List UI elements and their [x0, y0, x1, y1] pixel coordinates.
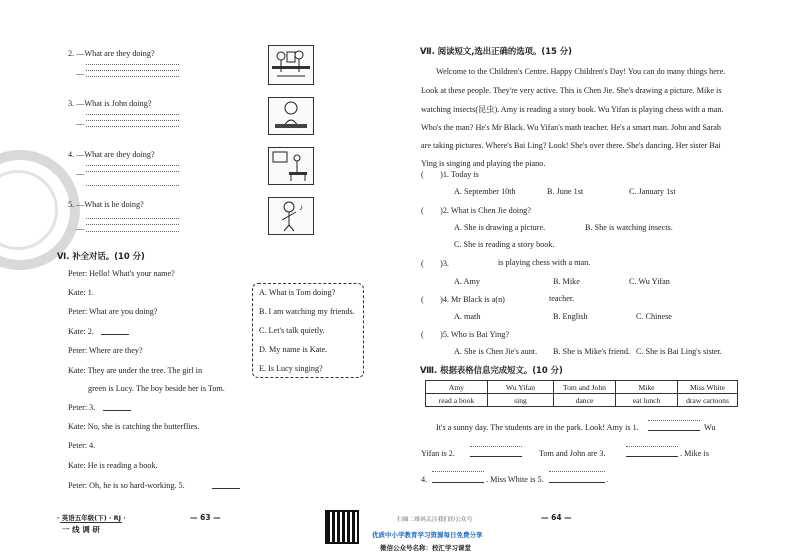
table-cell: draw cartoons: [678, 394, 738, 407]
blank-fill-3-dots[interactable]: [626, 446, 678, 447]
blank-fill-4[interactable]: [432, 482, 484, 483]
page-number-right: — 64 —: [541, 513, 572, 522]
q4-label: 4. —What are they doing?: [68, 150, 155, 159]
question-1-stem: ( )1. Today is: [421, 170, 479, 179]
q4-option-c[interactable]: C. Chinese: [636, 312, 672, 321]
dialog-line-3: Peter: What are you doing?: [68, 307, 158, 316]
question-4-stem: ( )4. Mr Black is a(n): [421, 295, 505, 304]
option-b: B. I am watching my friends.: [259, 307, 355, 316]
dialog-line-7: green is Lucy. The boy beside her is Tom.: [88, 384, 225, 393]
option-d: D. My name is Kate.: [259, 345, 328, 354]
question-3-stem: ( )3.: [421, 259, 449, 268]
blank-fill-5[interactable]: [549, 482, 605, 483]
q1-option-c[interactable]: C. January 1st: [629, 187, 676, 196]
passage-line-3: watching insects(昆虫). Amy is reading a story book. Wu Yifan is playing chess with a man.: [421, 105, 724, 114]
picture-singing-man: [268, 197, 314, 235]
dialog-line-4: Kate: 2.: [68, 327, 94, 336]
section7-title: Ⅶ. 阅读短文,选出正确的选项。(15 分): [420, 46, 572, 56]
table-head-cell: Wu Yifan: [488, 381, 554, 394]
fill-line-1b: Wu: [704, 423, 716, 432]
table-head-cell: Tom and John: [554, 381, 616, 394]
table-head-cell: Mike: [616, 381, 678, 394]
table-row: [426, 394, 738, 407]
table-cell: sing: [488, 394, 554, 407]
q2-dash: —: [76, 69, 85, 78]
classroom-icon: [269, 148, 313, 184]
q2-label: 2. —What are they doing?: [68, 49, 155, 58]
section6-title: Ⅵ. 补全对话。(10 分): [57, 251, 145, 261]
table-cell: dance: [554, 394, 616, 407]
blank-fill-1[interactable]: [648, 430, 700, 431]
picture-people-working: [268, 45, 314, 85]
footer-book-label: · 英语五年级(下) · RJ ·: [57, 514, 126, 522]
q5-option-b[interactable]: B. She is Mike's friend.: [553, 347, 630, 356]
question-1-blank[interactable]: [520, 178, 550, 179]
q3-option-a[interactable]: A. Amy: [454, 277, 480, 286]
q2-option-b[interactable]: B. She is watching insects.: [585, 223, 673, 232]
passage-line-1: Welcome to the Children's Centre. Happy Children's Day! You can do many things here.: [436, 67, 726, 76]
singing-man-icon: [269, 198, 313, 234]
fill-line-3c: .: [606, 475, 609, 484]
blank-fill-3[interactable]: [626, 456, 678, 457]
footer-divider: [60, 522, 122, 523]
info-table: [425, 380, 738, 407]
dialog-line-10: Peter: 4.: [68, 441, 96, 450]
section8-title: Ⅷ. 根据表格信息完成短文。(10 分): [420, 365, 563, 375]
option-a: A. What is Tom doing?: [259, 288, 336, 297]
fill-line-2c: . Mike is: [680, 449, 709, 458]
passage-line-5: are taking pictures. Where's Bai Ling? Look! She's over there. She's dancing. Her sister Bai: [421, 141, 721, 150]
fill-line-2b: Tom and John are 3.: [539, 449, 606, 458]
question-3-stem-rest: is playing chess with a man.: [498, 258, 591, 267]
blank-fill-2-dots[interactable]: [470, 446, 522, 447]
table-head-cell: Amy: [426, 381, 488, 394]
q4-line-1[interactable]: [86, 165, 179, 166]
dialog-line-1: Peter: Hello! What's your name?: [68, 269, 175, 278]
fill-line-1a: It's a sunny day. The students are in the park. Look! Amy is 1.: [436, 423, 639, 432]
q5-option-c[interactable]: C. She is Bai Ling's sister.: [636, 347, 722, 356]
footer-brand: 一 线 调 研: [62, 525, 100, 534]
q3-label: 3. —What is John doing?: [68, 99, 152, 108]
dialog-line-8: Peter: 3.: [68, 403, 96, 412]
q4-option-b[interactable]: B. English: [553, 312, 588, 321]
q5-label: 5. —What is he doing?: [68, 200, 144, 209]
promo-line-1: 优质中小学教育学习资源每日免费分享: [372, 531, 483, 539]
promo-line-2: 微信公众号名称：校汇学习课堂: [380, 544, 471, 552]
q3-line-3[interactable]: [86, 126, 179, 127]
scan-text: 扫描二维码关注我们的公众号: [397, 517, 473, 523]
fill-line-3b: . Miss White is 5.: [486, 475, 544, 484]
fill-line-3a: 4.: [421, 475, 428, 484]
question-2-stem: ( )2. What is Chen Jie doing?: [421, 206, 531, 215]
option-c: C. Let's talk quietly.: [259, 326, 325, 335]
question-4-stem-rest: teacher.: [549, 294, 575, 303]
q4-line-2[interactable]: [86, 171, 179, 172]
q1-option-b[interactable]: B. June 1st: [547, 187, 584, 196]
dialog-line-2: Kate: 1.: [68, 288, 94, 297]
q2-line-1[interactable]: [86, 64, 179, 65]
passage-line-2: Look at these people. They're very active. This is Chen Jie. She's drawing a picture. Mike is: [421, 86, 722, 95]
table-header-row: [426, 381, 738, 394]
q3-dash: —: [76, 119, 85, 128]
q5-line-1[interactable]: [86, 218, 179, 219]
svg-text:♪: ♪: [299, 203, 303, 212]
q2-option-c[interactable]: C. She is reading a story book.: [454, 240, 555, 249]
dialog-line-11: Kate: He is reading a book.: [68, 461, 158, 470]
fill-line-2a: Yifan is 2.: [421, 449, 455, 458]
table-cell: eat lunch: [616, 394, 678, 407]
q5-line-3[interactable]: [86, 231, 179, 232]
blank-fill-1-dots[interactable]: [648, 420, 700, 421]
table-head-cell: Miss White: [678, 381, 738, 394]
q5-line-2[interactable]: [86, 224, 179, 225]
q3-line-1[interactable]: [86, 114, 179, 115]
q3-option-b[interactable]: B. Mike: [553, 277, 580, 286]
passage-line-4: Who's the man? He's Mr Black. Wu Yifan's math teacher. He's a smart man. John and Sarah: [421, 123, 722, 132]
blank-2[interactable]: [101, 334, 129, 335]
q1-option-a[interactable]: A. September 10th: [454, 187, 516, 196]
q5-option-a[interactable]: A. She is Chen Jie's aunt.: [454, 347, 538, 356]
q2-line-2[interactable]: [86, 70, 179, 71]
page-number-left: — 63 —: [190, 513, 221, 522]
passage-line-6: Ying is singing and playing the piano.: [421, 159, 546, 168]
blank-5[interactable]: [212, 488, 240, 489]
blank-fill-4-dots[interactable]: [432, 471, 484, 472]
blank-fill-5-dots[interactable]: [549, 471, 605, 472]
dialog-line-12: Peter: Oh, he is so hard-working. 5.: [68, 481, 185, 490]
q3-option-c[interactable]: C. Wu Yifan: [629, 277, 670, 286]
dialog-line-6: Kate: They are under the tree. The girl in: [68, 366, 203, 375]
option-e: E. Is Lucy singing?: [259, 364, 323, 373]
blank-fill-2[interactable]: [470, 456, 522, 457]
dialog-line-5: Peter: Where are they?: [68, 346, 143, 355]
q2-option-a[interactable]: A. She is drawing a picture.: [454, 223, 546, 232]
people-working-icon: [269, 46, 313, 84]
boy-writing-icon: [269, 98, 313, 134]
qr-code-icon[interactable]: [325, 510, 359, 544]
q4-option-a[interactable]: A. math: [454, 312, 481, 321]
question-5-stem: ( )5. Who is Bai Ying?: [421, 330, 510, 339]
q2-line-3[interactable]: [86, 76, 179, 77]
q4-line-3[interactable]: [86, 185, 179, 186]
table-cell: read a book: [426, 394, 488, 407]
q5-dash: —: [76, 224, 85, 233]
picture-classroom: [268, 147, 314, 185]
dialog-line-9: Kate: No, she is catching the butterflies.: [68, 422, 200, 431]
q3-line-2[interactable]: [86, 120, 179, 121]
blank-3[interactable]: [103, 410, 131, 411]
picture-john: [268, 97, 314, 135]
q4-dash: —: [76, 169, 85, 178]
